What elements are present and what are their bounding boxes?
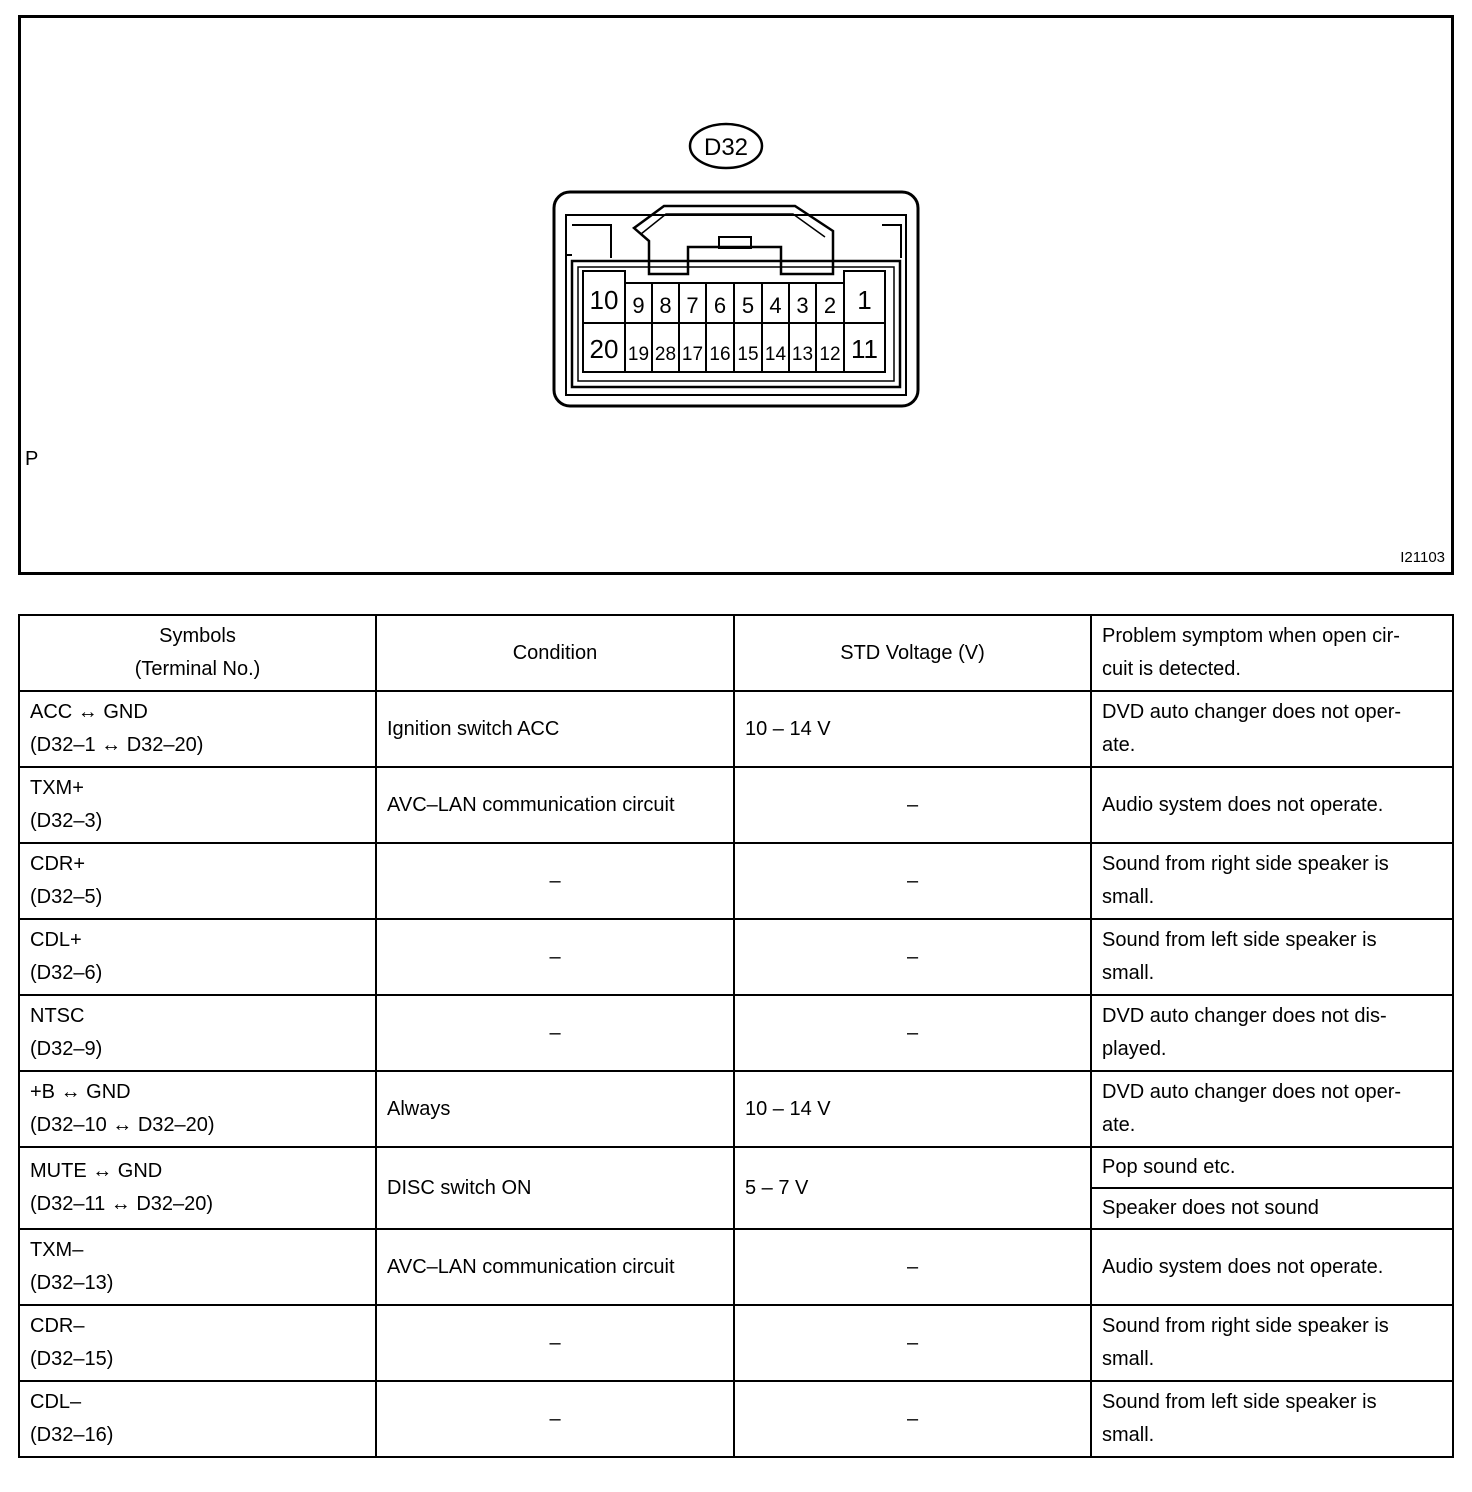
table-row: [19, 1071, 1453, 1147]
cell-symptom: DVD auto changer does not oper- ate.: [1091, 691, 1453, 767]
cell-symbol: CDL– (D32–16): [19, 1381, 376, 1457]
connector-label: D32: [703, 134, 749, 161]
pin-grid: [583, 271, 885, 372]
pin-label: 6: [713, 293, 727, 318]
pin-label: 11: [851, 334, 878, 364]
cell-voltage: –: [734, 919, 1091, 995]
cell-symptom: Audio system does not operate.: [1091, 1229, 1453, 1305]
pin-label: 10: [589, 285, 619, 315]
pin-label: 4: [769, 293, 782, 318]
cell-condition: AVC–LAN communication circuit: [376, 767, 734, 843]
table-row: [19, 1305, 1453, 1381]
cell-symptom: Sound from left side speaker is small.: [1091, 919, 1453, 995]
header-symptom: Problem symptom when open cir- cuit is detected.: [1091, 615, 1453, 691]
pin-label: 19: [627, 344, 650, 365]
table-row: [19, 767, 1453, 843]
pin-label: 16: [709, 344, 731, 365]
table-row: [19, 843, 1453, 919]
cell-condition: –: [376, 1381, 734, 1457]
cell-symbol: TXM– (D32–13): [19, 1229, 376, 1305]
cell-symptom: Sound from right side speaker is small.: [1091, 843, 1453, 919]
pin-label: 15: [737, 344, 759, 365]
cell-symptom: Audio system does not operate.: [1091, 767, 1453, 843]
cell-voltage: –: [734, 843, 1091, 919]
cell-voltage: –: [734, 995, 1091, 1071]
cell-voltage: –: [734, 767, 1091, 843]
cell-voltage: 10 – 14 V: [734, 1071, 1091, 1147]
cell-condition: Always: [376, 1071, 734, 1147]
cell-voltage: –: [734, 1381, 1091, 1457]
table-row: [19, 1229, 1453, 1305]
pin-label: 20: [589, 334, 619, 364]
cell-symptom: Speaker does not sound: [1091, 1188, 1453, 1229]
table-row: [19, 691, 1453, 767]
pin-label: 14: [764, 344, 787, 365]
cell-symptom: Sound from right side speaker is small.: [1091, 1305, 1453, 1381]
cell-symptom: Pop sound etc.: [1091, 1147, 1453, 1188]
connector-figure: [18, 15, 1454, 575]
cell-condition: AVC–LAN communication circuit: [376, 1229, 734, 1305]
cell-symbol: CDR+ (D32–5): [19, 843, 376, 919]
cell-symptom: DVD auto changer does not oper- ate.: [1091, 1071, 1453, 1147]
table-row: [19, 995, 1453, 1071]
cell-symbol: CDR– (D32–15): [19, 1305, 376, 1381]
header-voltage: STD Voltage (V): [734, 615, 1091, 691]
table-header-row: [19, 615, 1453, 691]
cell-condition: Ignition switch ACC: [376, 691, 734, 767]
cell-symbol: MUTE ↔ GND (D32–11 ↔ D32–20): [19, 1147, 376, 1229]
cell-symbol: NTSC (D32–9): [19, 995, 376, 1071]
cell-symptom: Sound from left side speaker is small.: [1091, 1381, 1453, 1457]
cell-condition: –: [376, 1305, 734, 1381]
pin-label: 28: [654, 344, 677, 365]
cell-condition: –: [376, 919, 734, 995]
pin-label: 13: [791, 344, 814, 365]
cell-symbol: CDL+ (D32–6): [19, 919, 376, 995]
cell-voltage: 5 – 7 V: [734, 1147, 1091, 1229]
side-mark: P: [25, 448, 39, 470]
header-condition: Condition: [376, 615, 734, 691]
cell-voltage: 10 – 14 V: [734, 691, 1091, 767]
cell-symbol: +B ↔ GND (D32–10 ↔ D32–20): [19, 1071, 376, 1147]
pin-label: 2: [823, 293, 837, 318]
cell-voltage: –: [734, 1305, 1091, 1381]
cell-voltage: –: [734, 1229, 1091, 1305]
pin-label: 3: [796, 293, 809, 318]
connector-diagram: [21, 18, 1451, 572]
terminal-spec-table: [18, 614, 1454, 1458]
pin-label: 9: [632, 293, 645, 318]
cell-condition: –: [376, 843, 734, 919]
table-row: [19, 919, 1453, 995]
cell-symbol: TXM+ (D32–3): [19, 767, 376, 843]
cell-symptom: DVD auto changer does not dis- played.: [1091, 995, 1453, 1071]
cell-symbol: ACC ↔ GND (D32–1 ↔ D32–20): [19, 691, 376, 767]
table-row: [19, 1147, 1453, 1188]
pin-label: 1: [857, 285, 872, 315]
cell-condition: –: [376, 995, 734, 1071]
cell-condition: DISC switch ON: [376, 1147, 734, 1229]
pin-label: 17: [681, 344, 704, 365]
pin-label: 5: [741, 293, 755, 318]
header-symbols: Symbols (Terminal No.): [19, 615, 376, 691]
figure-id: I21103: [1400, 549, 1445, 566]
table-row: [19, 1381, 1453, 1457]
pin-label: 12: [819, 344, 841, 365]
pin-label: 8: [659, 293, 672, 318]
pin-label: 7: [686, 293, 699, 318]
